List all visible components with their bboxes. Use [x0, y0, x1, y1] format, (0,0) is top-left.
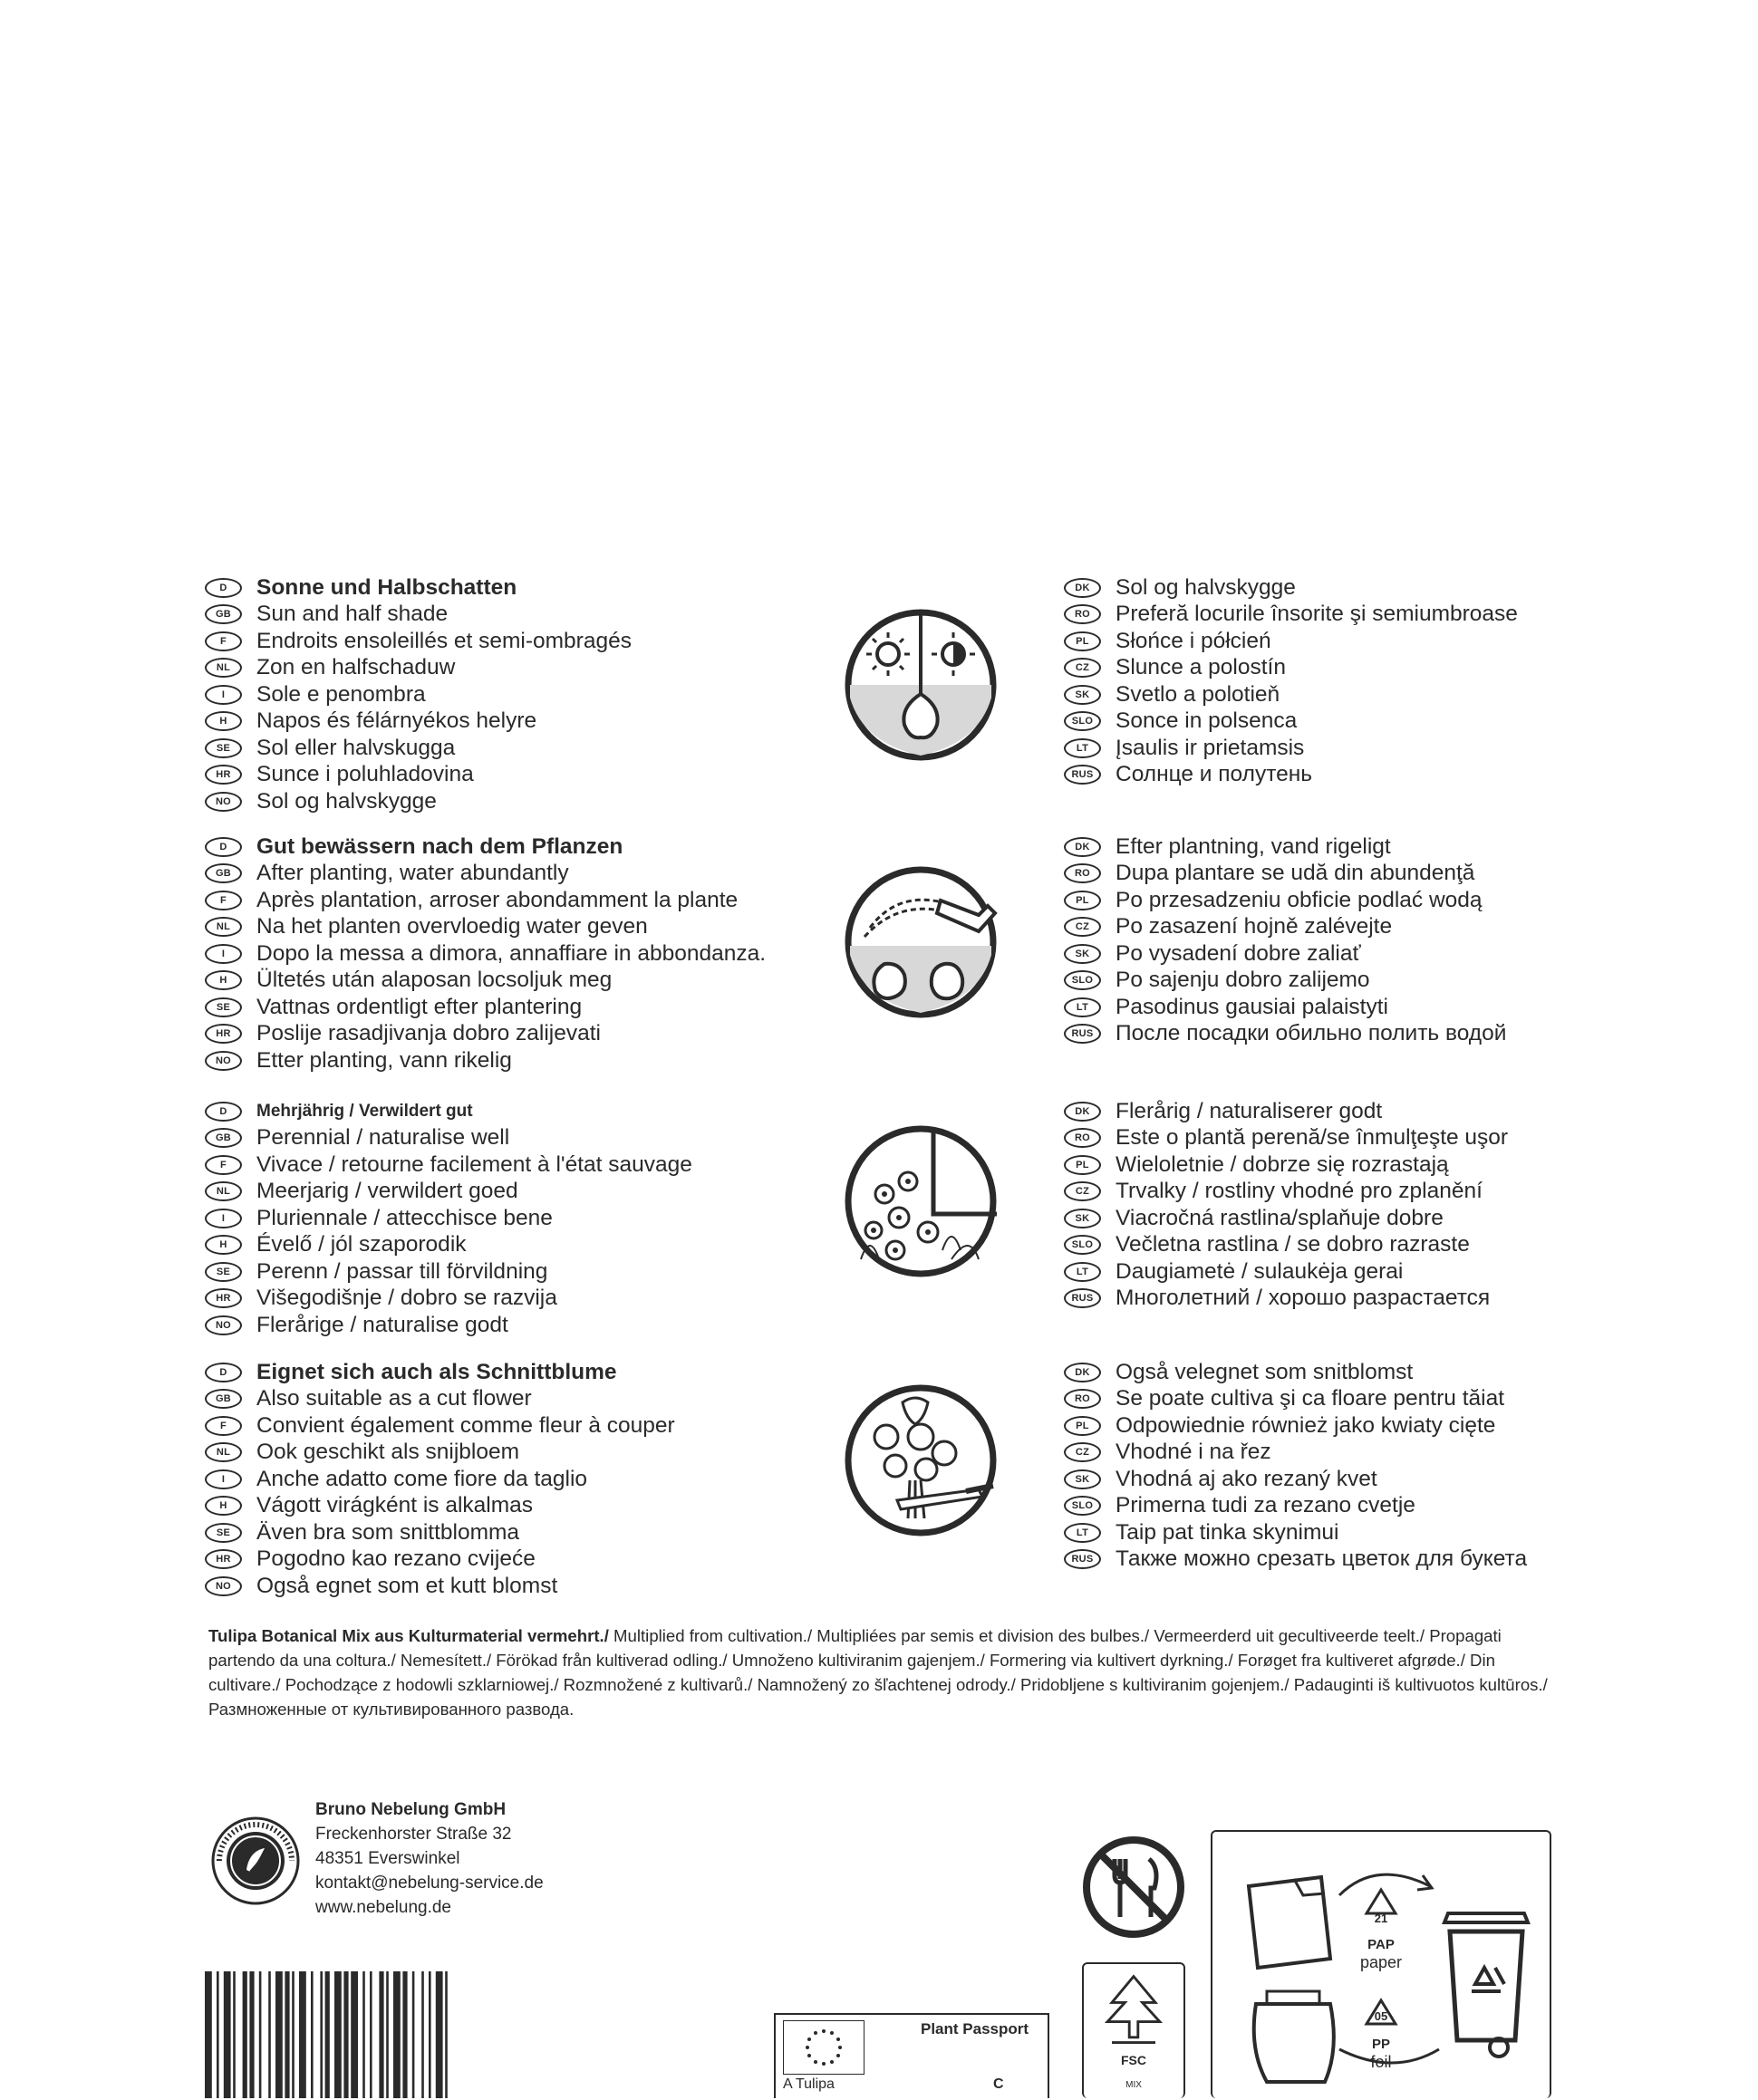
- language-badge: GB: [205, 604, 242, 624]
- language-badge: SE: [205, 1262, 242, 1282]
- pp-abbr: PP: [1371, 2037, 1390, 2052]
- language-badge: F: [205, 631, 242, 651]
- pp-code: 05: [1374, 2009, 1388, 2023]
- language-text: Also suitable as a cut flower: [256, 1386, 532, 1411]
- language-row: [205, 574, 632, 602]
- plant-passport-a-line: A Tulipa: [783, 2076, 835, 2092]
- recycling-info: [1211, 1830, 1551, 2098]
- language-text: Sol eller halvskugga: [256, 735, 456, 760]
- language-text: Etter planting, vann rikelig: [256, 1047, 512, 1073]
- language-row: [1064, 861, 1506, 888]
- language-row: [205, 735, 632, 762]
- language-text: Večletna rastlina / se dobro razraste: [1116, 1232, 1470, 1257]
- language-badge: LT: [1064, 997, 1101, 1017]
- sun-half-shade-icon: [843, 607, 999, 763]
- pap-code: 21: [1374, 1912, 1388, 1925]
- language-row: [1064, 940, 1506, 968]
- language-text: Også egnet som et kutt blomst: [256, 1573, 558, 1598]
- language-badge: CZ: [1064, 917, 1101, 937]
- company-name: Bruno Nebelung GmbH: [315, 1800, 507, 1819]
- right-language-column: [1064, 1098, 1508, 1312]
- language-text: Endroits ensoleillés et semi-ombragés: [256, 628, 632, 653]
- language-text: Также можно срезать цветок для букета: [1116, 1546, 1528, 1572]
- pp-word: foil: [1370, 2053, 1392, 2071]
- language-badge: H: [205, 711, 242, 731]
- language-badge: SK: [1064, 1469, 1101, 1489]
- language-text: Vhodné i na řez: [1116, 1440, 1271, 1465]
- language-row: [205, 1205, 692, 1232]
- language-text: После посадки обильно полить водой: [1116, 1021, 1507, 1046]
- language-text: Daugiametė / sulaukėja gerai: [1116, 1258, 1404, 1284]
- language-badge: H: [205, 1496, 242, 1516]
- language-badge: HR: [205, 1024, 242, 1044]
- language-badge: PL: [1064, 891, 1101, 910]
- language-row: [205, 1493, 675, 1520]
- language-text: Многолетний / хорошо разрастается: [1116, 1286, 1491, 1311]
- sustainable-supplier-seal-icon: [210, 1816, 301, 1906]
- language-text: After planting, water abundantly: [256, 861, 569, 886]
- language-row: [205, 1519, 675, 1546]
- language-row: [205, 968, 766, 995]
- language-row: [205, 914, 766, 941]
- language-text: Este o plantă perenă/se înmulţeşte uşor: [1116, 1125, 1509, 1151]
- language-badge: D: [205, 578, 242, 598]
- language-text: Perenn / passar till förvildning: [256, 1258, 548, 1284]
- language-badge: D: [205, 837, 242, 857]
- language-text: Preferă locurile însorite şi semiumbroase: [1116, 602, 1518, 627]
- language-badge: DK: [1064, 578, 1101, 598]
- language-text: Gut bewässern nach dem Pflanzen: [256, 833, 623, 859]
- language-badge: HR: [205, 1288, 242, 1308]
- language-row: [1064, 762, 1518, 789]
- language-text: Įsaulis ir prietamsis: [1116, 735, 1305, 760]
- language-badge: CZ: [1064, 1442, 1101, 1462]
- language-badge: I: [205, 685, 242, 705]
- language-badge: RO: [1064, 1389, 1101, 1409]
- language-row: [205, 1098, 692, 1125]
- plant-passport: [774, 2013, 1049, 2098]
- language-row: [1064, 735, 1518, 762]
- left-language-column: [205, 1359, 675, 1600]
- cultivation-note: [208, 1623, 1550, 1721]
- pap-abbr: PAP: [1367, 1937, 1395, 1952]
- language-text: Meerjarig / verwildert goed: [256, 1179, 518, 1204]
- company-city: 48351 Everswinkel: [315, 1849, 460, 1868]
- language-row: [205, 1359, 675, 1386]
- language-text: Vágott virágként is alkalmas: [256, 1493, 534, 1518]
- language-row: [205, 655, 632, 682]
- language-row: [205, 708, 632, 736]
- language-badge: RO: [1064, 604, 1101, 624]
- language-badge: NO: [205, 1051, 242, 1071]
- language-row: [205, 1440, 675, 1467]
- language-badge: RUS: [1064, 1288, 1101, 1308]
- language-badge: NO: [205, 1315, 242, 1335]
- company-email[interactable]: kontakt@nebelung-service.de: [315, 1874, 544, 1893]
- language-badge: SK: [1064, 685, 1101, 705]
- language-text: Słońce i półcień: [1116, 628, 1271, 653]
- language-row: [205, 1312, 692, 1339]
- language-badge: D: [205, 1363, 242, 1382]
- language-row: [1064, 1359, 1527, 1386]
- language-row: [205, 887, 766, 914]
- language-text: Taip pat tinka skynimui: [1116, 1519, 1339, 1545]
- language-text: Солнце и полутень: [1116, 762, 1313, 787]
- language-text: Po przesadzeniu obficie podlać wodą: [1116, 887, 1483, 912]
- language-row: [1064, 1286, 1508, 1313]
- language-text: Dopo la messa a dimora, annaffiare in abbondanza.: [256, 940, 767, 966]
- language-text: Sol og halvskygge: [256, 788, 437, 814]
- language-row: [205, 628, 632, 655]
- language-text: Flerårige / naturalise godt: [256, 1312, 508, 1337]
- language-text: Wieloletnie / dobrze się rozrastają: [1116, 1151, 1449, 1177]
- language-badge: GB: [205, 863, 242, 883]
- language-row: [205, 762, 632, 789]
- language-text: Po vysadení dobre zaliať: [1116, 940, 1361, 966]
- language-text: Se poate cultiva şi ca floare pentru tăiat: [1116, 1386, 1505, 1411]
- language-badge: DK: [1064, 837, 1101, 857]
- fsc-mix: MIX: [1125, 2080, 1142, 2090]
- language-row: [205, 1573, 675, 1600]
- language-badge: RUS: [1064, 1549, 1101, 1569]
- language-text: Vattnas ordentligt efter plantering: [256, 994, 583, 1019]
- language-row: [1064, 681, 1518, 708]
- language-text: Pluriennale / attecchisce bene: [256, 1205, 553, 1230]
- language-text: Viacročná rastlina/splaňuje dobre: [1116, 1205, 1444, 1230]
- language-row: [205, 602, 632, 629]
- language-row: [205, 1546, 675, 1574]
- language-text: Anche adatto come fiore da taglio: [256, 1466, 588, 1491]
- language-row: [1064, 968, 1506, 995]
- language-row: [1064, 1125, 1508, 1152]
- language-badge: NL: [205, 917, 242, 937]
- fsc-mix-label: [1082, 1962, 1185, 2098]
- language-text: Convient également comme fleur à couper: [256, 1412, 675, 1438]
- language-row: [1064, 1205, 1508, 1232]
- language-badge: SK: [1064, 944, 1101, 964]
- right-language-column: [1064, 1359, 1527, 1573]
- language-text: Vivace / retourne facilement à l'état sauvage: [256, 1151, 692, 1177]
- eu-flag-icon: [783, 2020, 865, 2075]
- cultivation-note-bold: Tulipa Botanical Mix aus Kulturmaterial vermehrt./: [208, 1626, 609, 1645]
- company-street: Freckenhorster Straße 32: [315, 1825, 512, 1844]
- language-text: Svetlo a polotieň: [1116, 681, 1280, 707]
- language-row: [1064, 574, 1518, 602]
- language-row: [205, 1021, 766, 1048]
- language-text: Även bra som snittblomma: [256, 1519, 520, 1545]
- language-badge: SLO: [1064, 1496, 1101, 1516]
- language-row: [205, 940, 766, 968]
- language-badge: F: [205, 1155, 242, 1175]
- language-badge: SLO: [1064, 970, 1101, 990]
- language-row: [1064, 1466, 1527, 1493]
- language-row: [1064, 1546, 1527, 1574]
- language-badge: NO: [205, 792, 242, 812]
- language-text: Po sajenju dobro zalijemo: [1116, 968, 1370, 993]
- language-badge: H: [205, 970, 242, 990]
- language-text: Évelő / jól szaporodik: [256, 1232, 467, 1257]
- language-text: Sol og halvskygge: [1116, 574, 1296, 600]
- language-badge: RO: [1064, 1128, 1101, 1148]
- language-row: [205, 1466, 675, 1493]
- barcode-icon: [205, 1971, 500, 2098]
- fsc-tree-icon: [1084, 1968, 1183, 2055]
- language-row: [205, 681, 632, 708]
- language-text: Ültetés után alaposan locsoljuk meg: [256, 968, 613, 993]
- language-badge: SK: [1064, 1209, 1101, 1228]
- language-row: [1064, 833, 1506, 861]
- language-badge: NO: [205, 1576, 242, 1596]
- language-text: Sunce i poluhladovina: [256, 762, 474, 787]
- plant-passport-title: Plant Passport: [921, 2020, 1029, 2037]
- language-row: [205, 1125, 692, 1152]
- right-language-column: [1064, 574, 1518, 788]
- language-text: Sonne und Halbschatten: [256, 574, 517, 600]
- language-badge: F: [205, 891, 242, 910]
- language-badge: I: [205, 1469, 242, 1489]
- language-row: [205, 1179, 692, 1206]
- language-badge: LT: [1064, 738, 1101, 758]
- watering-can-icon: [843, 864, 999, 1020]
- language-badge: SE: [205, 738, 242, 758]
- language-text: Poslije rasadjivanja dobro zalijevati: [256, 1021, 601, 1046]
- language-row: [205, 1047, 766, 1074]
- language-badge: RUS: [1064, 765, 1101, 785]
- language-row: [1064, 887, 1506, 914]
- language-row: [1064, 1021, 1506, 1048]
- company-address: [315, 1797, 544, 1920]
- right-language-column: [1064, 833, 1506, 1047]
- language-badge: NL: [205, 1442, 242, 1462]
- fsc-label: FSC: [1121, 2053, 1146, 2067]
- language-row: [1064, 1179, 1508, 1206]
- language-badge: HR: [205, 1549, 242, 1569]
- language-row: [205, 1412, 675, 1440]
- language-badge: SE: [205, 1523, 242, 1543]
- language-badge: HR: [205, 765, 242, 785]
- language-text: Pasodinus gausiai palaistyti: [1116, 994, 1388, 1019]
- language-text: Trvalky / rostliny vhodné pro zplanění: [1116, 1179, 1483, 1204]
- language-badge: F: [205, 1416, 242, 1436]
- language-badge: LT: [1064, 1523, 1101, 1543]
- plant-passport-c-line: C: [993, 2076, 1004, 2092]
- perennial-flowers-icon: [843, 1123, 999, 1279]
- language-badge: D: [205, 1102, 242, 1122]
- language-row: [1064, 1493, 1527, 1520]
- left-language-column: [205, 1098, 692, 1339]
- language-row: [1064, 1151, 1508, 1179]
- language-badge: PL: [1064, 1416, 1101, 1436]
- language-text: Også velegnet som snitblomst: [1116, 1359, 1414, 1384]
- language-badge: LT: [1064, 1262, 1101, 1282]
- language-text: Efter plantning, vand rigeligt: [1116, 833, 1391, 859]
- language-row: [1064, 708, 1518, 736]
- language-row: [205, 1232, 692, 1259]
- language-row: [1064, 1258, 1508, 1286]
- language-row: [205, 833, 766, 861]
- language-row: [205, 788, 632, 815]
- language-text: Pogodno kao rezano cvijeće: [256, 1546, 536, 1572]
- language-row: [205, 994, 766, 1021]
- language-badge: CZ: [1064, 658, 1101, 678]
- language-badge: SLO: [1064, 1235, 1101, 1255]
- language-badge: I: [205, 944, 242, 964]
- language-badge: NL: [205, 658, 242, 678]
- pap-word: paper: [1359, 1953, 1403, 1971]
- language-text: Perennial / naturalise well: [256, 1125, 510, 1151]
- language-text: Dupa plantare se udă din abundenţă: [1116, 861, 1475, 886]
- language-row: [1064, 914, 1506, 941]
- language-text: Sonce in polsenca: [1116, 708, 1298, 734]
- language-text: Sole e penombra: [256, 681, 426, 707]
- not-for-food-icon: [1078, 1832, 1189, 1942]
- language-row: [205, 1286, 692, 1313]
- language-row: [1064, 1098, 1508, 1125]
- language-text: Après plantation, arroser abondamment la plante: [256, 887, 739, 912]
- language-text: Ook geschikt als snijbloem: [256, 1440, 520, 1465]
- language-badge: GB: [205, 1389, 242, 1409]
- language-badge: SE: [205, 997, 242, 1017]
- language-text: Eignet sich auch als Schnittblume: [256, 1359, 617, 1384]
- language-badge: RUS: [1064, 1024, 1101, 1044]
- language-badge: SLO: [1064, 711, 1101, 731]
- language-row: [1064, 1232, 1508, 1259]
- language-badge: DK: [1064, 1363, 1101, 1382]
- language-row: [1064, 1440, 1527, 1467]
- language-badge: DK: [1064, 1102, 1101, 1122]
- language-row: [205, 1151, 692, 1179]
- left-language-column: [205, 574, 632, 815]
- company-website[interactable]: www.nebelung.de: [315, 1898, 451, 1917]
- language-row: [205, 861, 766, 888]
- language-badge: GB: [205, 1128, 242, 1148]
- language-badge: H: [205, 1235, 242, 1255]
- language-row: [205, 1258, 692, 1286]
- language-text: Po zasazení hojně zalévejte: [1116, 914, 1393, 939]
- language-text: Višegodišnje / dobro se razvija: [256, 1286, 557, 1311]
- left-language-column: [205, 833, 766, 1074]
- language-row: [1064, 1519, 1527, 1546]
- language-text: Slunce a polostín: [1116, 655, 1286, 680]
- language-badge: CZ: [1064, 1181, 1101, 1201]
- language-badge: RO: [1064, 863, 1101, 883]
- language-row: [1064, 994, 1506, 1021]
- language-text: Odpowiednie również jako kwiaty cięte: [1116, 1412, 1496, 1438]
- language-text: Vhodná aj ako rezaný kvet: [1116, 1466, 1377, 1491]
- language-row: [1064, 628, 1518, 655]
- language-badge: PL: [1064, 1155, 1101, 1175]
- language-text: Na het planten overvloedig water geven: [256, 914, 648, 939]
- language-badge: I: [205, 1209, 242, 1228]
- language-text: Napos és félárnyékos helyre: [256, 708, 537, 734]
- language-row: [1064, 1412, 1527, 1440]
- language-row: [1064, 655, 1518, 682]
- language-text: Mehrjährig / Verwildert gut: [256, 1101, 473, 1121]
- language-text: Primerna tudi za rezano cvetje: [1116, 1493, 1415, 1518]
- language-text: Zon en halfschaduw: [256, 655, 456, 680]
- language-badge: NL: [205, 1181, 242, 1201]
- language-row: [1064, 1386, 1527, 1413]
- language-text: Sun and half shade: [256, 602, 449, 627]
- language-badge: PL: [1064, 631, 1101, 651]
- cut-flower-icon: [843, 1382, 999, 1538]
- cultivation-note-rest: Multiplied from cultivation./ Multipliées par semis et division des bulbes./ Vermeerderd uit gecultiveerde teelt./ Propagati partendo da una coltura./ Nemesített./ Förökad från kultiverad odling./ Umnoženo kultiviranim gajenjem./ Formering via kultivert dyrkning./ Forøget fra kultiveret afgrøde./ Din cultivare./ Pochodzące z hodowli szklarniowej./ Rozmnožené z kultivarů./ Namnožený zo šľachtenej odrody./ Pridobljene s kultiviranim gojenjem./ Padauginti iš kultivuotos kultūros./ Размноженные от культивированного развода.: [208, 1626, 1548, 1719]
- language-row: [1064, 602, 1518, 629]
- language-text: Flerårig / naturaliserer godt: [1116, 1098, 1383, 1123]
- language-row: [205, 1386, 675, 1413]
